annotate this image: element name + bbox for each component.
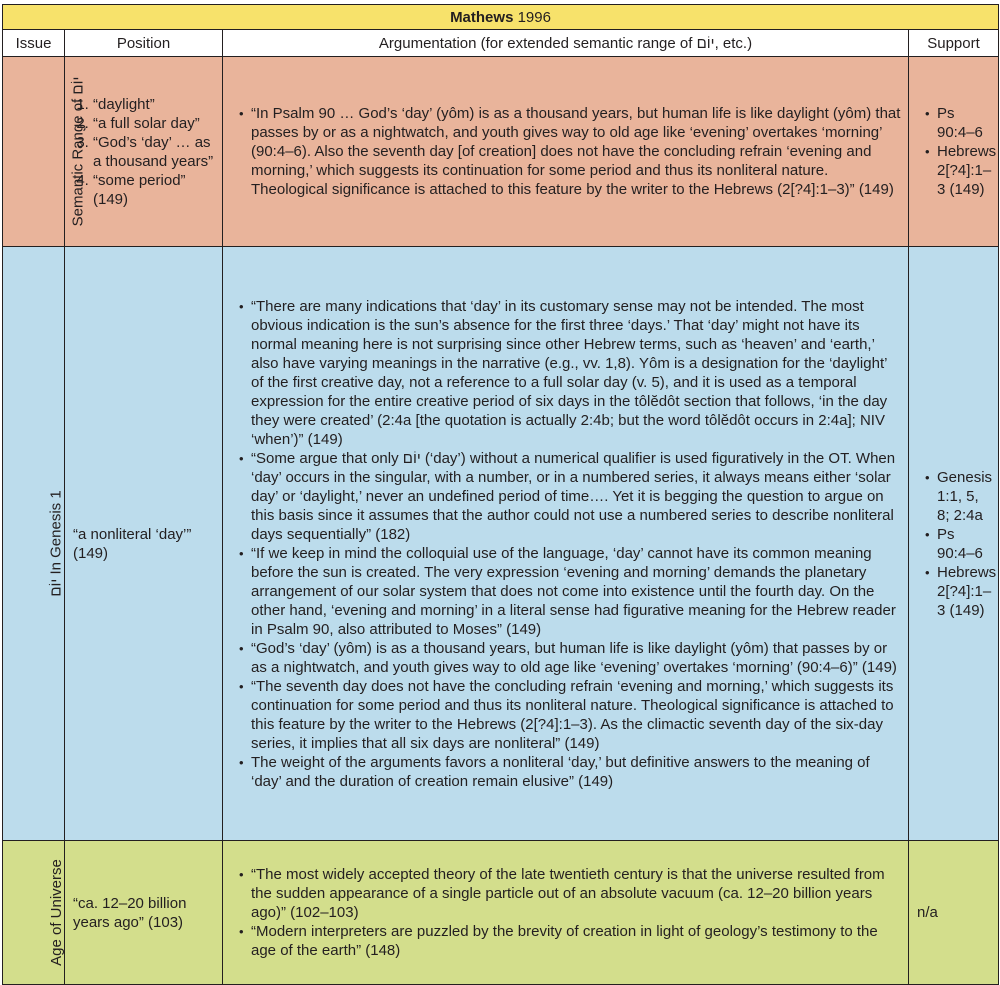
table-row (3, 57, 999, 247)
header-position: Position (65, 30, 223, 57)
title-year: 1996 (517, 8, 551, 26)
comparison-table (2, 4, 999, 985)
argument-list (231, 297, 902, 791)
issue-label: יוֹם In Genesis 1 (47, 489, 65, 597)
position-cell (65, 247, 223, 841)
table-title-row (3, 5, 999, 30)
argument-item: • “If we keep in mind the colloquial use of the language, ‘day’ cannot have its common meaning before the sun is created. The very expression ‘evening and morning’ demands the planetary arrangement of our solar system that does not come into existence until the fourth day. On the other hand, ‘evening and morning’ in a literal sense had figurative meaning for the Hebrew reader in Psalm 90, also attributed to Moses” (149) (241, 544, 902, 639)
issue-cell (3, 247, 65, 841)
argument-cell (223, 841, 909, 985)
argument-item: • “The most widely accepted theory of the late twentieth century is that the universe resulted from the sudden appearance of a single particle out of an absolute vacuum (ca. 12–20 billion years ago)” (102–103) (241, 865, 902, 922)
support-item: • Ps 90:4–6 (927, 525, 992, 563)
argument-item: • The weight of the arguments favors a nonliteral ‘day,’ but definitive answers to the meaning of ‘day’ and the duration of creation remain elusive” (149) (241, 753, 902, 791)
argument-list (231, 865, 902, 960)
header-issue: Issue (3, 30, 65, 57)
table-title (3, 5, 999, 30)
support-cell (909, 841, 999, 985)
argument-cell (223, 57, 909, 247)
issue-label: Age of Universe (47, 858, 65, 966)
position-item: 1. “daylight” (93, 95, 216, 114)
support-text: n/a (917, 904, 938, 921)
support-item: • Ps 90:4–6 (927, 104, 992, 142)
support-item: • Genesis 1:1, 5, 8; 2:4a (927, 468, 992, 525)
support-item: • Hebrews 2[?4]:1–3 (149) (927, 142, 992, 199)
support-cell (909, 57, 999, 247)
support-item: • Hebrews 2[?4]:1–3 (149) (927, 563, 992, 620)
argument-item: • “Some argue that only יוֹם (‘day’) without a numerical qualifier is used figuratively in the OT. When ‘day’ occurs in the singular, with a number, or in a numbered series, it always means either ‘solar day’ or ‘daylight,’ never an undefined period of time…. Yet it is begging the question to argue on this basis since it assumes that the author could not use a numbered series to describe nonliteral days sequentially” (182) (241, 449, 902, 544)
position-text: “ca. 12–20 billion years ago” (103) (73, 894, 187, 931)
position-list (73, 95, 216, 209)
argument-cell (223, 247, 909, 841)
issue-cell (3, 57, 87, 247)
header-support: Support (909, 30, 999, 57)
position-cell (65, 57, 223, 247)
support-cell (909, 247, 999, 841)
argument-item: • “In Psalm 90 … God’s ‘day’ (yôm) is as a thousand years, but human life is like daylight (yôm) that passes by or as a nightwatch, and youth gives way to old age like ‘evening’ overtakes ‘morning’ (90:4–6). Also the seventh day [of creation] does not have the concluding refrain ‘evening and morning,’ which suggests its continuation for some period and thus its nonliteral nature. Theological significance is attached to this feature by the writer to the Hebrews (2[?4]:1–3)” (149) (241, 104, 902, 199)
argument-item: • “God’s ‘day’ (yôm) is as a thousand years, but human life is like daylight (yôm) that passes by or as a nightwatch, and youth gives way to old age like ‘evening’ overtakes ‘morning’ (90:4–6)” (149) (241, 639, 902, 677)
position-item: 4. “some period” (149) (93, 171, 216, 209)
table-row (3, 247, 999, 841)
issue-label: Semantic Range of יוֹם (69, 76, 87, 226)
table-row (3, 841, 999, 985)
support-list (917, 104, 997, 199)
argument-item: • “Modern interpreters are puzzled by the brevity of creation in light of geology’s testimony to the age of the earth” (148) (241, 922, 902, 960)
argument-item: • “There are many indications that ‘day’ in its customary sense may not be intended. The most obvious indication is the sun’s absence for the first three ‘days.’ That ‘day’ might not have its normal meaning here is not surprising since other Hebrew terms, such as ‘heaven’ and ‘earth,’ also have varying meanings in the narrative (e.g., vv. 1,8). Yôm is a designation for the ‘daylight’ of the first creative day, not a reference to a full solar day (v. 5), and it is used as a temporal expression for the entire creative period of six days in the tôlĕdôt section that follows, ‘in the day they were created’ (2:4a [the quotation is actually 2:4b; but the word tôlĕdôt occurs in 2:4a]; NIV ‘when’)” (149) (241, 297, 902, 449)
position-cell (65, 841, 223, 985)
position-text: “a nonliteral ‘day’” (149) (73, 525, 192, 562)
header-argumentation: Argumentation (for extended semantic range of יוֹם, etc.) (223, 30, 909, 57)
argument-item: • “The seventh day does not have the concluding refrain ‘evening and morning,’ which suggests its continuation for some period and thus its nonliteral nature. Theological significance is attached to this feature by the writer to the Hebrews (2[?4]:1–3). As the climactic seventh day of the six-day series, it implies that all six days are nonliteral” (149) (241, 677, 902, 753)
position-item: 2. “a full solar day” (93, 114, 216, 133)
argument-list (231, 104, 902, 199)
title-author: Mathews (450, 8, 514, 26)
support-list (917, 468, 997, 620)
header-row (3, 30, 999, 57)
issue-cell (3, 841, 65, 985)
position-item: 3. “God’s ‘day’ … as a thousand years” (93, 133, 216, 171)
